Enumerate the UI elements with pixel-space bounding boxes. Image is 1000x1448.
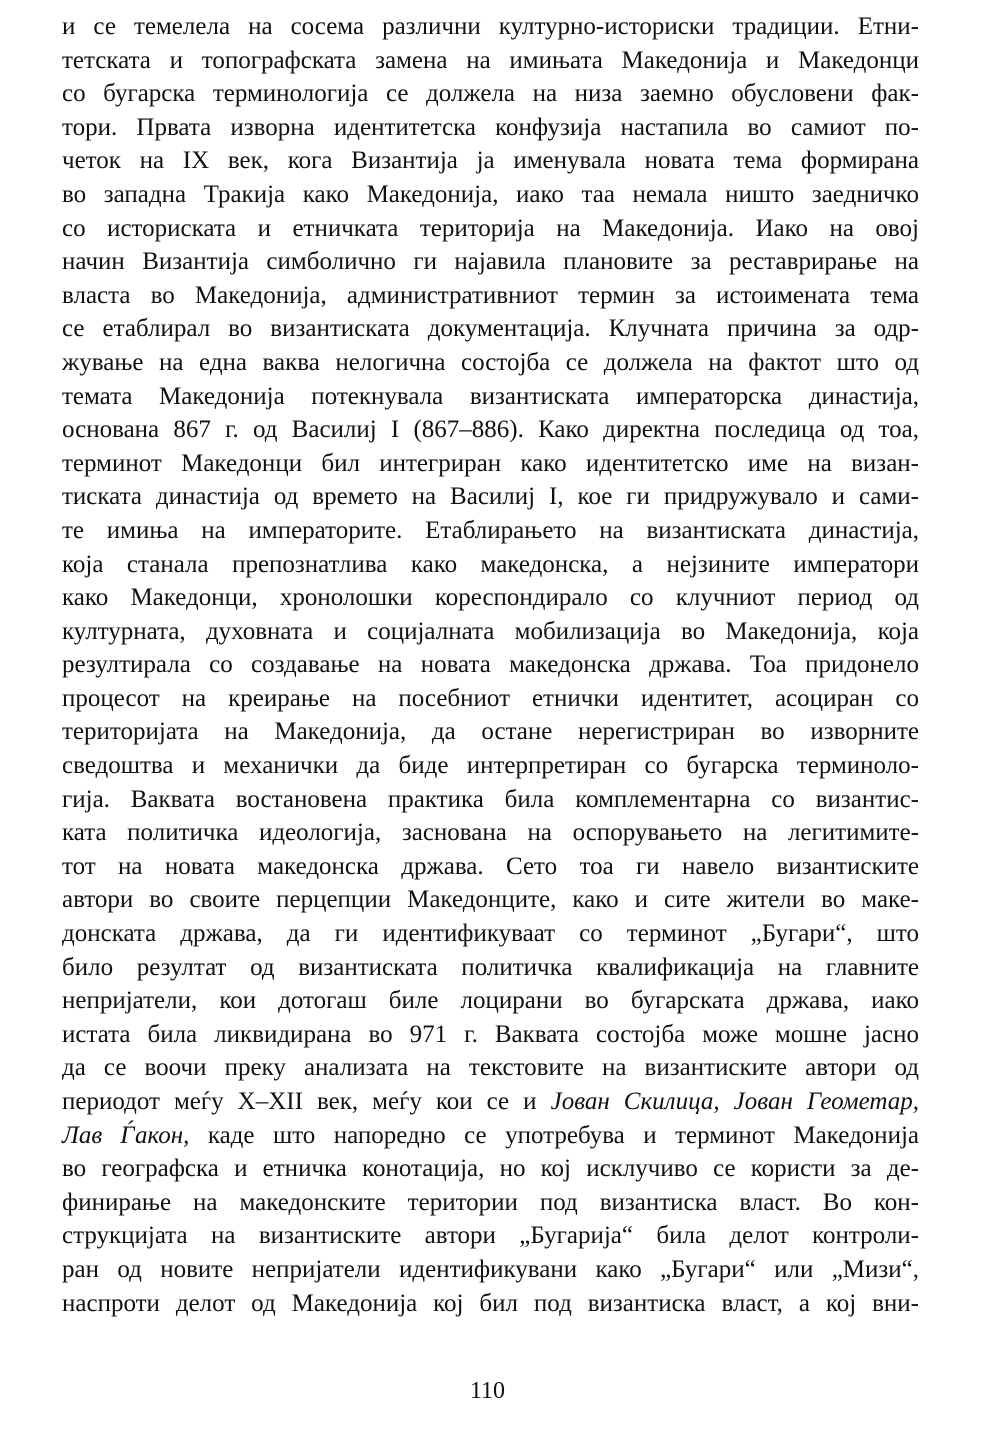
text-line [62,615,919,649]
text-line [62,648,919,682]
body-text [62,10,919,1320]
text-line [62,917,919,951]
text-line [62,548,919,582]
text-line [62,380,919,414]
text-line [62,1018,919,1052]
text-line [62,111,919,145]
text-segment: како Македонци, хронолошки кореспондирало со клучниот период од [62,584,919,612]
text-segment: во географска и етничка конотација, но кој исклучиво се користи за де- [62,1155,919,1183]
text-line [62,715,919,749]
text-segment: финирање на македонските територии под византиска власт. Во кон- [62,1188,919,1216]
text-line [62,1186,919,1220]
text-line [62,883,919,917]
text-segment: ката политичка идеологија, заснована на оспорувањето на легитимите- [62,819,919,847]
text-line [62,850,919,884]
text-segment: автори во своите перцепции Македонците, како и сите жители во маке- [62,886,919,914]
text-line [62,447,919,481]
text-segment: тори. Првата изворна идентитетска конфузија настапила во самиот по- [62,113,919,141]
text-line [62,1119,919,1153]
text-line [62,279,919,313]
text-segment: тиската династија од времето на Василиј I, кое ги придружувало и сами- [62,483,919,511]
text-line [62,212,919,246]
text-segment: истата била ликвидирана во 971 г. Ваквата состојба може мошне јасно [62,1020,919,1048]
text-segment: тетската и топографската замена на имињата Македонија и Македонци [62,46,919,74]
text-segment: жување на една ваква нелогична состојба се должела на фактот што од [62,348,919,376]
text-line [62,480,919,514]
text-line [62,816,919,850]
text-line [62,1085,919,1119]
text-segment: четок на IX век, кога Византија ја именувала новата тема формирана [62,147,919,175]
text-line [62,951,919,985]
text-line [62,1219,919,1253]
text-line [62,682,919,716]
text-segment: непријатели, кои дотогаш биле лоцирани во бугарската држава, иако [62,987,919,1015]
text-line [62,312,919,346]
text-segment: се етаблирал во византиската документација. Клучната причина за одр- [62,315,919,343]
text-segment: сведоштва и механички да биде интерпретиран со бугарска терминоло- [62,752,919,780]
text-segment: тот на новата македонска држава. Сето тоа ги навело византиските [62,852,919,880]
text-line [62,749,919,783]
text-line [62,1287,919,1321]
text-line [62,144,919,178]
text-segment: и се темелела на сосема различни културно-историски традиции. Етни- [62,13,919,40]
text-line [62,984,919,1018]
text-segment: терминот Македонци бил интегриран како идентитетско име на визан- [62,449,919,477]
text-segment: донската држава, да ги идентификуваат со терминот „Бугари“, што [62,920,919,948]
text-line [62,1253,919,1287]
text-line [62,178,919,212]
text-segment: наспроти делот од Македонија кој бил под византиска власт, а кој вни- [62,1289,919,1317]
text-segment: ран од новите непријатели идентификувани како „Бугари“ или „Мизи“, [62,1255,919,1283]
text-segment: основана 867 г. од Василиј I (867–886). Како директна последица од тоа, [62,416,919,444]
text-segment: периодот меѓу X–XII век, меѓу кои се и [62,1088,551,1115]
page-number: 110 [469,1378,506,1404]
text-line [62,413,919,447]
text-line [62,514,919,548]
text-segment: со бугарска терминологија се должела на низа заемно обусловени фак- [62,80,919,108]
text-line [62,245,919,279]
text-segment: процесот на креирање на посебниот етнички идентитет, асоциран со [62,684,919,712]
text-segment: начин Византија симболично ги најавила плановите за реставрирање на [62,248,919,276]
text-segment: власта во Македонија, административниот термин за истоимената тема [62,281,919,309]
text-segment: струкцијата на византиските автори „Бугарија“ била делот контроли- [62,1222,919,1250]
text-segment: културната, духовната и социјалната мобилизација во Македонија, која [62,617,919,645]
text-segment: те имиња на императорите. Етаблирањето на византиската династија, [62,516,919,544]
text-segment: која станала препознатлива како македонска, а нејзините императори [62,550,919,578]
text-line [62,581,919,615]
text-line [62,346,919,380]
text-segment: гија. Ваквата востановена практика била комплементарна со византис- [62,785,919,813]
text-line [62,783,919,817]
text-line [62,77,919,111]
text-segment: резултирала со создавање на новата македонска држава. Тоа придонело [62,651,919,679]
text-segment: да се воочи преку анализата на текстовите на византиските автори од [62,1054,919,1082]
italic-name: Лав Ѓакон, [62,1121,190,1149]
text-line [62,10,919,44]
text-segment: каде што напоредно се употребува и терминот Македонија [189,1121,919,1149]
text-segment: со историската и етничката територија на Македонија. Иако на овој [62,214,919,242]
text-segment: во западна Тракија како Македонија, иако таа немала ништо заедничко [62,180,919,208]
text-segment: територијата на Македонија, да остане нерегистриран во изворните [62,718,919,746]
text-line [62,44,919,78]
text-line [62,1051,919,1085]
text-line [62,1152,919,1186]
italic-name: Јован Скилица, Јован Геометар, [550,1088,919,1115]
text-segment: темата Македонија потекнувала византиската императорска династија, [62,382,919,410]
text-segment: било резултат од византиската политичка квалификација на главните [62,953,919,981]
